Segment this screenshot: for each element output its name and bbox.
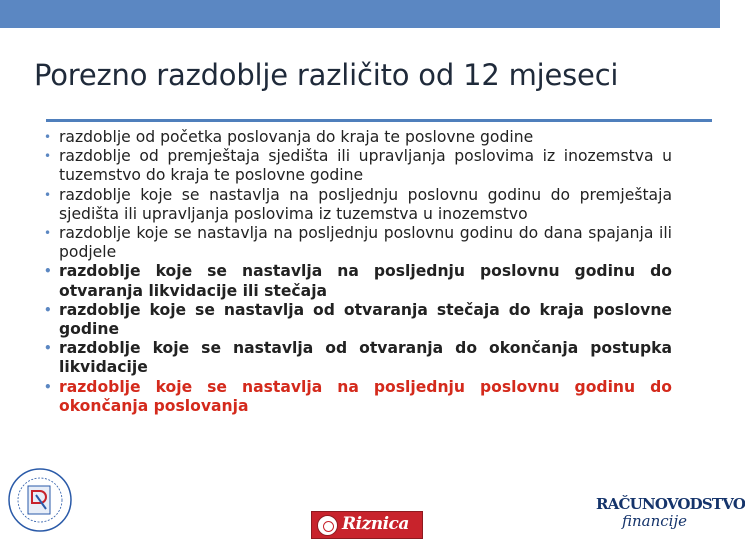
riznica-emblem-icon — [317, 515, 338, 536]
bullet-dot-icon: • — [44, 226, 52, 241]
publisher-logo — [596, 495, 745, 535]
bullet-item — [44, 378, 672, 416]
bullet-item — [44, 224, 672, 262]
bullet-dot-icon: • — [44, 264, 52, 279]
bullet-dot-icon: • — [44, 302, 52, 317]
bullet-item — [44, 186, 672, 224]
university-seal-icon — [6, 462, 74, 538]
riznica-logo-text: Riznica — [342, 514, 409, 534]
bullet-item — [44, 147, 672, 185]
bullet-text: razdoblje koje se nastavlja na posljednju poslovnu godinu do okončanja poslovanja — [59, 377, 672, 415]
bullet-dot-icon: • — [44, 187, 52, 202]
bullet-dot-icon: • — [44, 341, 52, 356]
slide-title: Porezno razdoblje različito od 12 mjeseci — [34, 58, 619, 92]
bullet-text: razdoblje koje se nastavlja od otvaranja do okončanja postupka likvidacije — [59, 339, 672, 377]
bullet-text: razdoblje od premještaja sjedišta ili upravljanja poslovima iz inozemstva u tuzemstvo do kraja te poslovne godine — [59, 147, 672, 185]
bullet-item — [44, 301, 672, 339]
riznica-logo — [311, 511, 423, 539]
bullet-text: razdoblje koje se nastavlja na posljednju poslovnu godinu do premještaja sjedišta ili upravljanja poslovima iz tuzemstva u inozemstvo — [59, 185, 672, 223]
bullet-item — [44, 339, 672, 377]
title-underline — [46, 119, 712, 122]
publisher-logo-bottom: financije — [622, 512, 687, 530]
bullet-text: razdoblje koje se nastavlja na posljednju poslovnu godinu do otvaranja likvidacije ili stečaja — [59, 262, 672, 300]
bullet-text: razdoblje koje se nastavlja na posljednju poslovnu godinu do dana spajanja ili podjele — [59, 224, 672, 262]
bullet-dot-icon: • — [44, 149, 52, 164]
bullet-list — [44, 128, 672, 416]
bullet-item — [44, 128, 672, 147]
bullet-dot-icon: • — [44, 379, 52, 394]
bullet-text: razdoblje koje se nastavlja od otvaranja stečaja do kraja poslovne godine — [59, 300, 672, 339]
bullet-text: razdoblje od početka poslovanja do kraja te poslovne godine — [59, 128, 534, 146]
top-color-band — [0, 0, 720, 28]
bullet-item — [44, 262, 672, 300]
publisher-logo-top: RAČUNOVODSTVO — [596, 495, 745, 513]
bullet-dot-icon: • — [44, 130, 52, 144]
